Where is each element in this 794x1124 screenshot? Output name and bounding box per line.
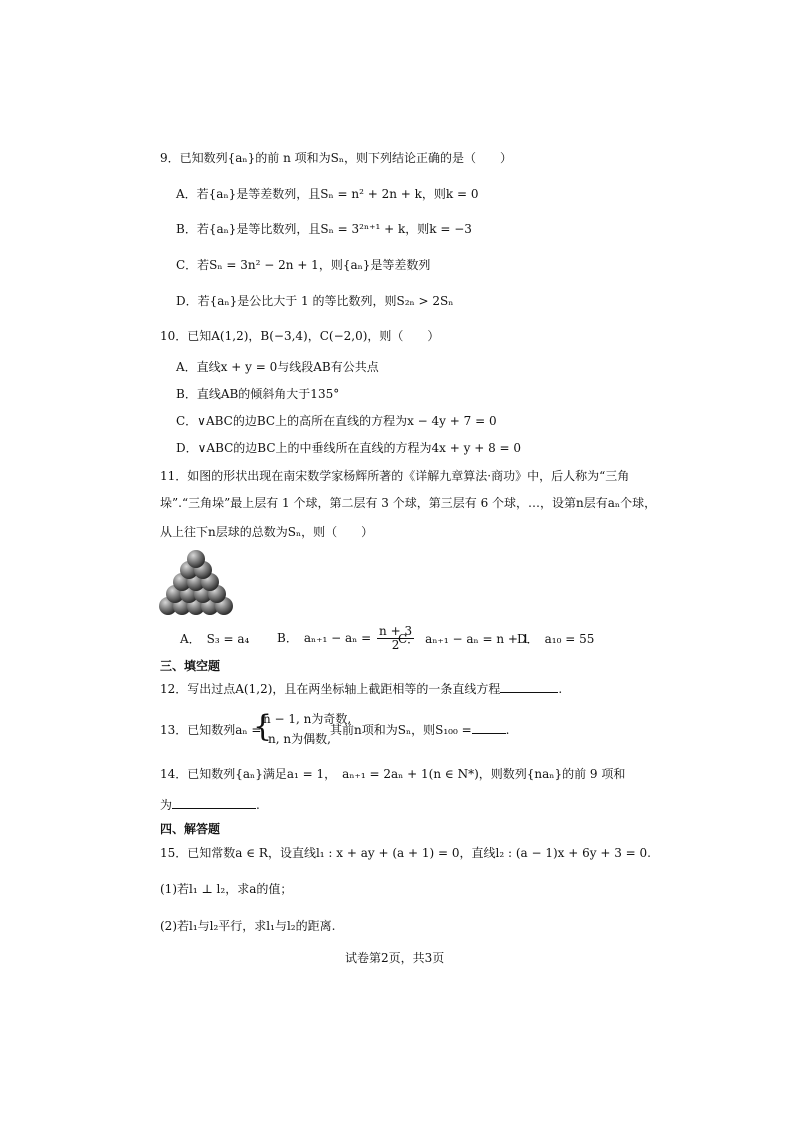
q10-stem: 10．已知A(1,2)，B(−3,4)，C(−2,0)，则（ ） [160, 329, 440, 343]
q13-suffix [330, 721, 510, 739]
q14-line1: 14．已知数列{aₙ}满足a₁ = 1， aₙ₊₁ = 2aₙ + 1(n ∈ N*)，则数列{naₙ}的前 9 项和 [160, 767, 626, 781]
q13-suffix-text: 其前n项和为Sₙ，则S₁₀₀ = [330, 723, 472, 737]
q11-option-c: C． aₙ₊₁ − aₙ = n + 1 [398, 632, 530, 646]
q12-period: . [558, 682, 563, 696]
q12-answer-blank [500, 680, 558, 693]
q15-part2: (2)若l₁与l₂平行，求l₁与l₂的距离. [160, 919, 336, 933]
q9-option-b: B．若{aₙ}是等比数列，且Sₙ = 3²ⁿ⁺¹ + k，则k = −3 [176, 222, 472, 236]
q11-line1: 11．如图的形状出现在南宋数学家杨辉所著的《详解九章算法·商功》中，后人称为“三角 [160, 469, 630, 483]
q11-option-b-denominator: 2 [391, 638, 400, 652]
q12 [160, 680, 562, 698]
q13-answer-blank [472, 721, 506, 734]
q12-text: 12．写出过点A(1,2)，且在两坐标轴上截距相等的一条直线方程 [160, 682, 501, 696]
q13-brace: { [253, 709, 273, 744]
q13-case-odd: n − 1, n为奇数, [263, 712, 352, 726]
q9-stem: 9．已知数列{aₙ}的前 n 项和为Sₙ，则下列结论正确的是（ ） [160, 151, 513, 165]
section-heading-fill-blank: 三、填空题 [160, 659, 221, 673]
q10-option-a: A．直线x + y = 0与线段AB有公共点 [176, 360, 379, 374]
q9-option-a: A．若{aₙ}是等差数列，且Sₙ = n² + 2n + k，则k = 0 [176, 187, 479, 201]
q11-line2: 垛”.“三角垛”最上层有 1 个球，第二层有 3 个球，第三层有 6 个球，…，设第n层有aₙ个球， [160, 496, 657, 510]
q10-option-c: C．∨ABC的边BC上的高所在直线的方程为x − 4y + 7 = 0 [176, 414, 497, 428]
q10-option-b: B．直线AB的倾斜角大于135° [176, 387, 340, 401]
q11-line3: 从上往下n层球的总数为Sₙ，则（ ） [160, 525, 374, 539]
q13-case-even: n, n为偶数, [268, 732, 331, 746]
q11-option-b [277, 625, 416, 652]
q14-line2 [160, 796, 260, 814]
q14-answer-blank [172, 796, 256, 809]
q15-stem: 15．已知常数a ∈ R，设直线l₁ : x + ay + (a + 1) = 0，直线l₂ : (a − 1)x + 6y + 3 = 0. [160, 846, 651, 860]
q10-option-d: D．∨ABC的边BC上的中垂线所在直线的方程为4x + y + 8 = 0 [176, 441, 522, 455]
q13-prefix: 13．已知数列aₙ = [160, 723, 262, 737]
q11-option-d: D． a₁₀ = 55 [517, 632, 595, 646]
q9-option-d: D．若{aₙ}是公比大于 1 的等比数列，则S₂ₙ > 2Sₙ [176, 294, 454, 308]
q11-option-b-lhs: B． aₙ₊₁ − aₙ = [277, 631, 372, 645]
q14-period: . [256, 798, 260, 812]
q15-part1: (1)若l₁ ⊥ l₂，求a的值； [160, 882, 293, 896]
section-heading-solve: 四、解答题 [160, 822, 221, 836]
q13-period: . [505, 723, 510, 737]
page-footer: 试卷第2页，共3页 [345, 951, 445, 965]
q9-option-c: C．若Sₙ = 3n² − 2n + 1，则{aₙ}是等差数列 [176, 258, 431, 272]
q14-line2-prefix: 为 [160, 798, 173, 812]
sphere-pyramid-figure [156, 550, 240, 618]
q11-option-a: A． S₃ = a₄ [180, 632, 250, 646]
q11-option-b-numerator: n + 3 [379, 624, 413, 638]
